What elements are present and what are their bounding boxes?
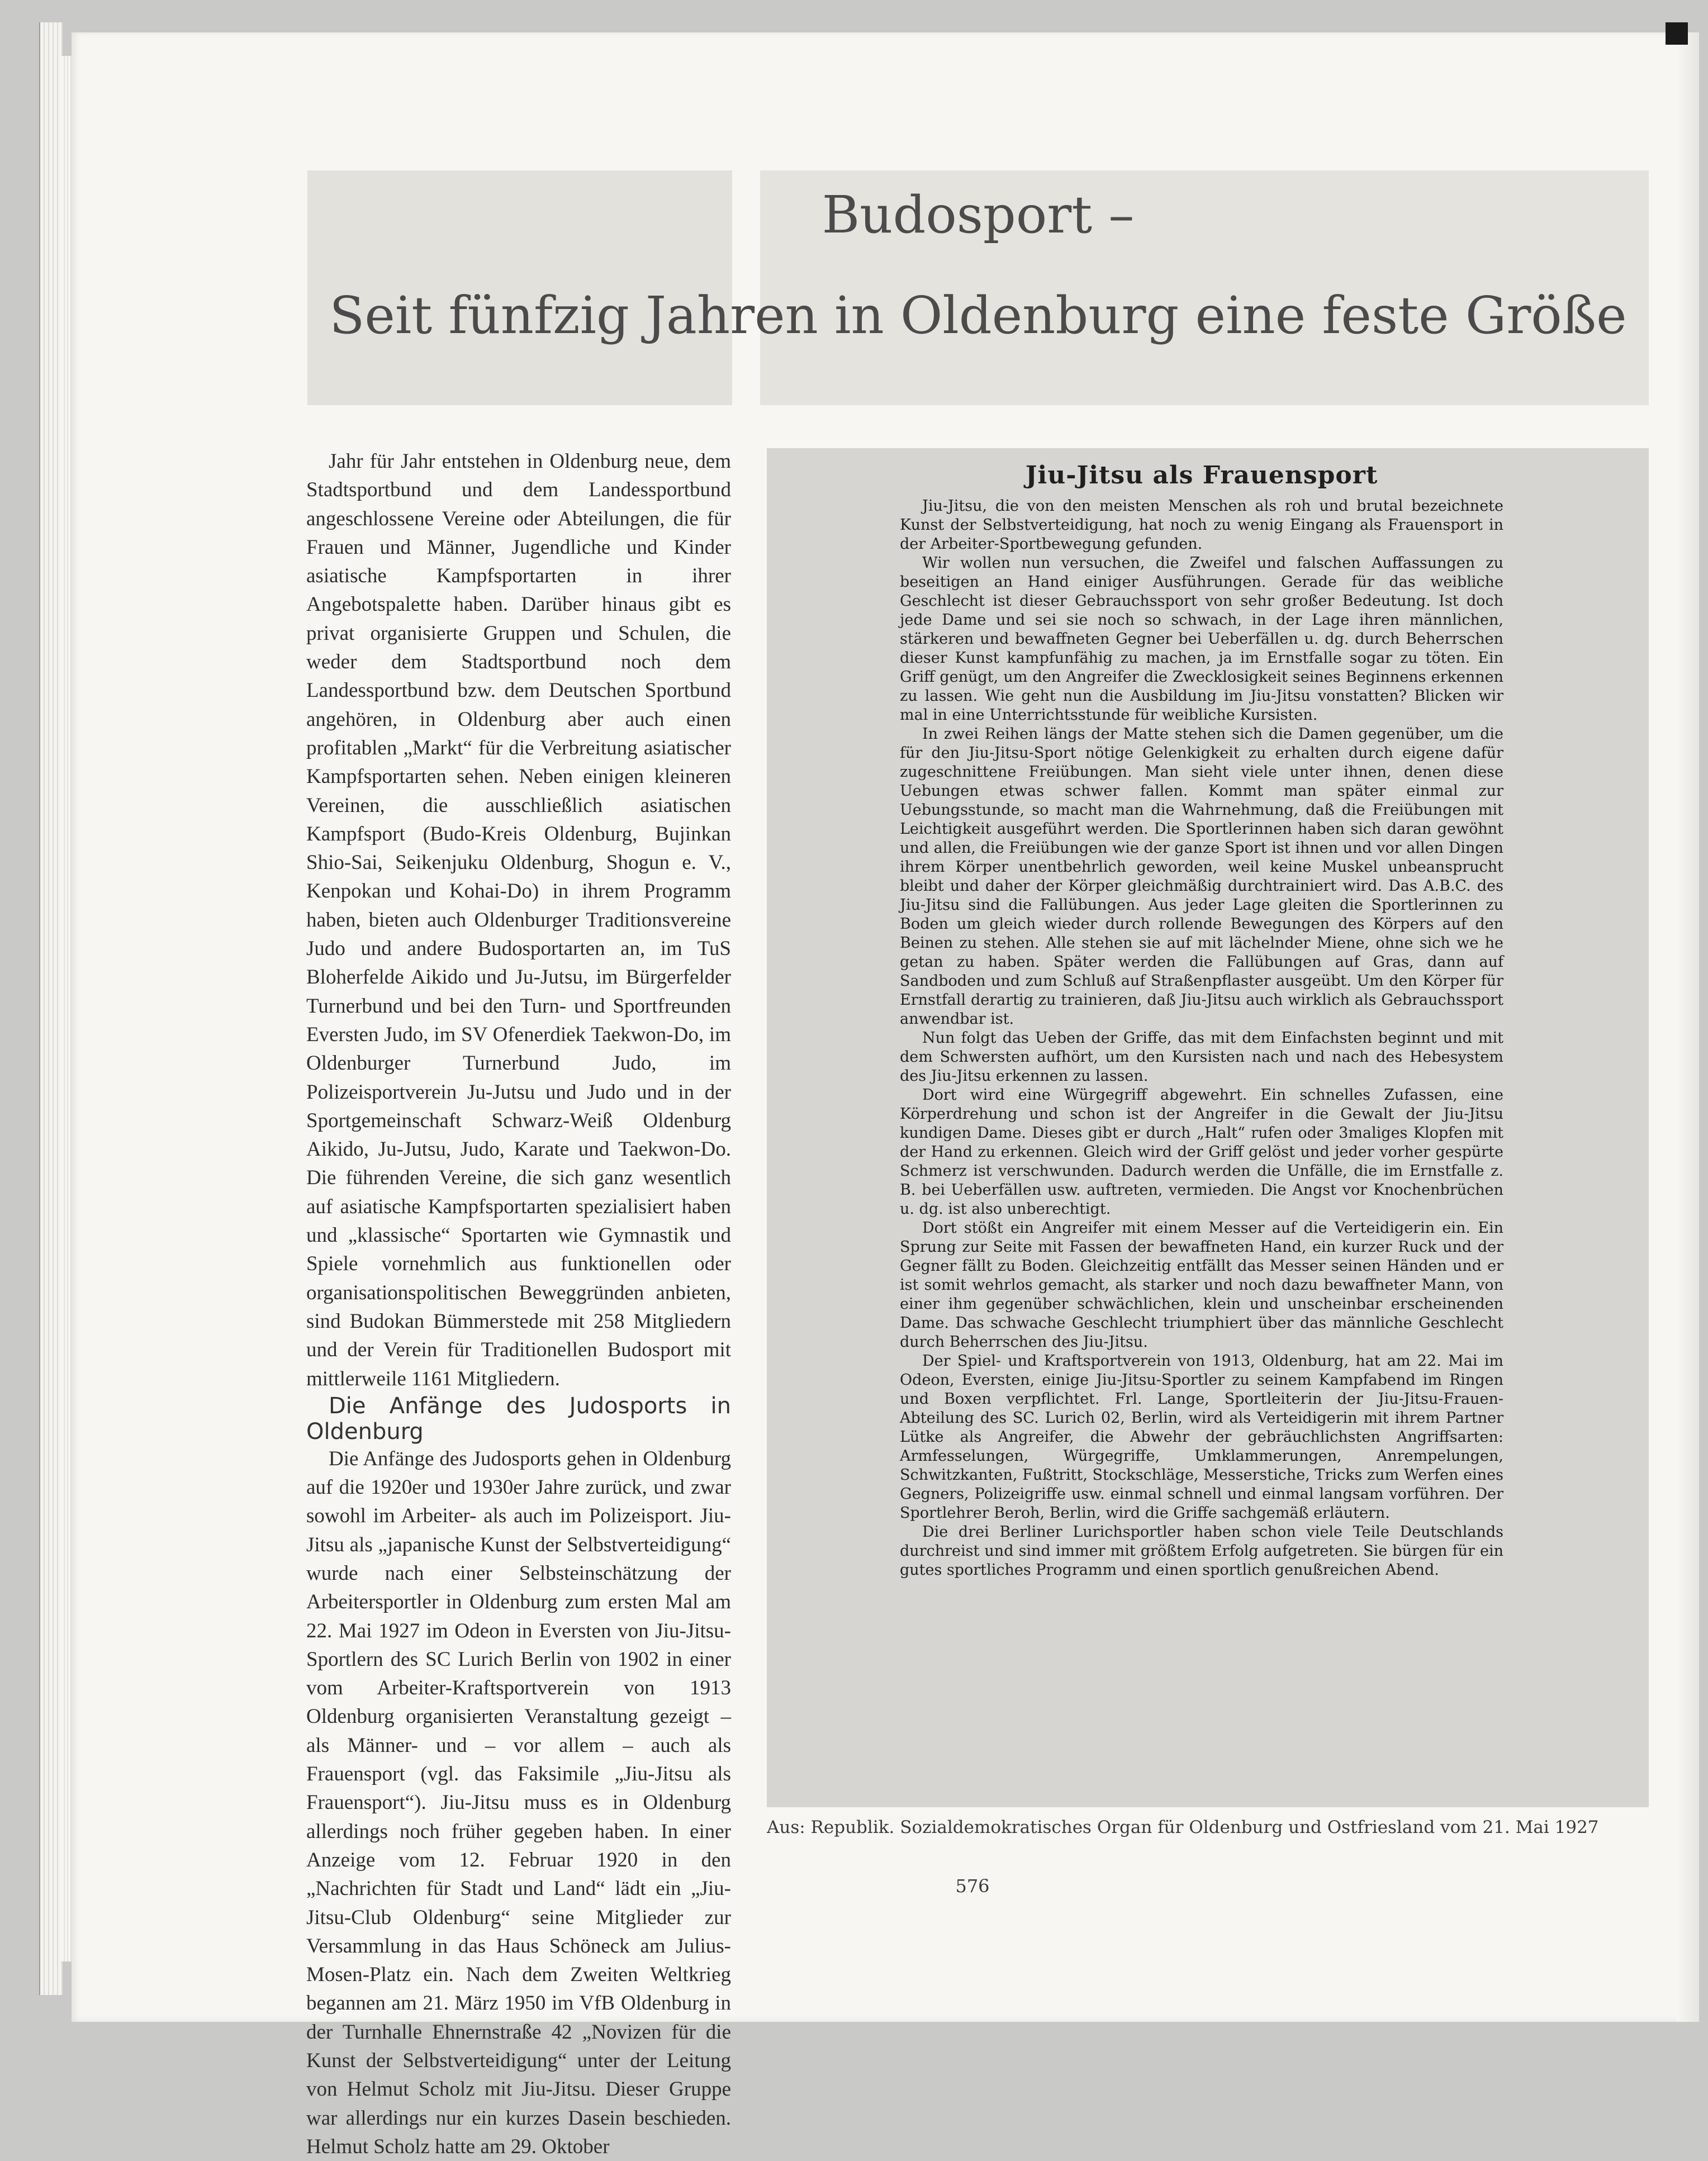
facsimile-caption: Aus: Republik. Sozialdemokratisches Organ für Oldenburg und Ostfriesland vom 21. Mai 1927 bbox=[767, 1817, 1599, 1837]
scan-corner-mark bbox=[1666, 22, 1688, 45]
book-page-edges-inner bbox=[61, 56, 73, 1961]
facsimile-paragraph: Jiu-Jitsu, die von den meisten Menschen als roh und brutal bezeichnete Kunst der Selbstverteidigung, hat noch zu wenig Eingang als Frauensport in der Arbeiter-Sportbewegung gefunden. bbox=[900, 497, 1503, 553]
heading-line-2: Seit fünfzig Jahren in Oldenburg eine feste Größe bbox=[329, 286, 1627, 345]
facsimile-paragraph: In zwei Reihen längs der Matte stehen sich die Damen gegenüber, um die für den Jiu-Jitsu-Sport nötige Gelenkigkeit zu erhalten durch eigene dafür zugeschnittene Freiübungen. Man sieht viele unter ihnen, denen diese Uebungen etwas schwer fallen. Kommt man später einmal zur Uebungsstunde, so macht man die Wahrnehmung, daß die Freiübungen mit Leichtigkeit ausgeführt werden. Die Sportlerinnen haben sich daran gewöhnt und allen, die Freiübungen wie der ganze Sport ist ihnen und vor allen Dingen ihrem Körper unentbehrlich geworden, weil keine Muskel unbeansprucht bleibt und daher der Körper gleichmäßig durchtrainiert wird. Das A.B.C. des Jiu-Jitsu sind die Fallübungen. Aus jeder Lage gleiten die Sportlerinnen zu Boden um gleich wieder durch rollende Bewegungen des Körpers auf den Beinen zu stehen. Alle stehen sie auf mit lächelnder Miene, ohne sich we he getan zu haben. Später werden die Fallübungen auf Gras, dann auf Sandboden und zum Schluß auf Straßenpflaster ausgeübt. Um den Körper für Ernstfall derartig zu trainieren, daß Jiu-Jitsu auch wirklich als Gebrauchssport anwendbar ist. bbox=[900, 725, 1503, 1028]
book-page-edges bbox=[39, 22, 63, 1995]
section-subheading: Die Anfänge des Judosports in Oldenburg bbox=[306, 1393, 731, 1445]
facsimile-text bbox=[900, 461, 1503, 1580]
facsimile-paragraph: Nun folgt das Ueben der Griffe, das mit dem Einfachsten beginnt und mit dem Schwersten aufhört, um den Kursisten nach und nach des Hebesystem des Jiu-Jitsu erkennen zu lassen. bbox=[900, 1029, 1503, 1085]
facsimile-paragraph: Der Spiel- und Kraftsportverein von 1913, Oldenburg, hat am 22. Mai im Odeon, Eversten, einige Jiu-Jitsu-Sportler zu seinem Kampfabend im Ringen und Boxen verpflichtet. Frl. Lange, Sportleiterin der Jiu-Jitsu-Frauen-Abteilung des SC. Lurich 02, Berlin, wird als Verteidigerin mit ihrem Partner Lütke als Angreifer, die Abwehr der gebräuchlichsten Angriffsarten: Armfesselungen, Würgegriffe, Umklammerungen, Anrempelungen, Schwitzkanten, Fußtritt, Stockschläge, Messerstiche, Tricks zum Werfen eines Gegners, Polizeigriffe usw. einmal schnell und einmal langsam vorführen. Der Sportlehrer Beroh, Berlin, wird die Griffe sachgemäß erläutern. bbox=[900, 1352, 1503, 1522]
page-fold-shadow bbox=[1677, 32, 1699, 2022]
page-number: 576 bbox=[955, 1875, 990, 1897]
facsimile-paragraph: Dort stößt ein Angreifer mit einem Messer auf die Verteidigerin ein. Ein Sprung zur Seite mit Fassen der bewaffneten Hand, ein kurzer Ruck und der Gegner fällt zu Boden. Gleichzeitig entfällt das Messer seinen Händen und er ist somit wehrlos gemacht, als starker und noch dazu bewaffneter Mann, von einer ihm gegenüber schwächlichen, klein und unscheinbar erscheinenden Dame. Das schwache Geschlecht triumphiert über das männliche Geschlecht durch Beherrschen des Jiu-Jitsu. bbox=[900, 1219, 1503, 1351]
chapter-heading bbox=[302, 179, 1654, 352]
facsimile-paragraph: Wir wollen nun versuchen, die Zweifel und falschen Auffassungen zu beseitigen an Hand einiger Ausführungen. Gerade für das weibliche Geschlecht ist dieser Gebrauchssport von sehr großer Bedeutung. Ist doch jede Dame und sei sie noch so schwach, in der Lage ihren männlichen, stärkeren und bewaffneten Gegner bei Ueberfällen u. dg. durch Beherrschen dieser Kunst kampfunfähig zu machen, ja im Ernstfalle sogar zu töten. Ein Griff genügt, um den Angreifer die Zwecklosigkeit seines Beginnens erkennen zu lassen. Wie geht nun die Ausbildung im Jiu-Jitsu vonstatten? Blicken wir mal in eine Unterrichtsstunde für weibliche Kursisten. bbox=[900, 554, 1503, 724]
body-paragraph: Jahr für Jahr entstehen in Oldenburg neue, dem Stadtsportbund und dem Landessportbund angeschlossene Vereine oder Abteilungen, die für Frauen und Männer, Jugendliche und Kinder asiatische Kampfsportarten in ihrer Angebotspalette haben. Darüber hinaus gibt es privat organisierte Gruppen und Schulen, die weder dem Stadtsportbund noch dem Landessportbund bzw. dem Deutschen Sportbund angehören, in Oldenburg aber auch einen profitablen „Markt“ für die Verbreitung asiatischer Kampfsportarten sehen. Neben einigen kleineren Vereinen, die ausschließlich asiatischen Kampfsport (Budo-Kreis Oldenburg, Bujinkan Shio-Sai, Seikenjuku Oldenburg, Shogun e. V., Kenpokan und Kohai-Do) in ihrem Programm haben, bieten auch Oldenburger Traditionsvereine Judo und andere Budosportarten an, im TuS Bloherfelde Aikido und Ju-Jutsu, im Bürgerfelder Turnerbund und bei den Turn- und Sportfreunden Eversten Judo, im SV Ofenerdiek Taekwon-Do, im Oldenburger Turnerbund Judo, im Polizeisportverein Ju-Jutsu und Judo und in der Sportgemeinschaft Schwarz-Weiß Oldenburg Aikido, Ju-Jutsu, Judo, Karate und Taekwon-Do. Die führenden Vereine, die sich ganz wesentlich auf asiatische Kampfsportarten spezialisiert haben und „klassische“ Sportarten wie Gymnastik und Spiele vornehmlich aus funktionellen oder organisationspolitischen Beweggründen anbieten, sind Budokan Bümmerstede mit 258 Mitgliedern und der Verein für Traditionellen Budosport mit mittlerweile 1161 Mitgliedern. bbox=[306, 450, 731, 1390]
body-paragraph: Die Anfänge des Judosports gehen in Oldenburg auf die 1920er und 1930er Jahre zurück, und zwar sowohl im Arbeiter- als auch im Polizeisport. Jiu-Jitsu als „japanische Kunst der Selbstverteidigung“ wurde nach einer Selbsteinschätzung der Arbeitersportler in Oldenburg zum ersten Mal am 22. Mai 1927 im Odeon in Eversten von Jiu-Jitsu-Sportlern des SC Lurich Berlin von 1902 in einer vom Arbeiter-Kraftsportverein von 1913 Oldenburg organisierten Veranstaltung gezeigt – als Männer- und – vor allem – auch als Frauensport (vgl. das Faksimile „Jiu-Jitsu als Frauensport“). Jiu-Jitsu muss es in Oldenburg allerdings noch früher gegeben haben. In einer Anzeige vom 12. Februar 1920 in den „Nachrichten für Stadt und Land“ lädt ein „Jiu-Jitsu-Club Oldenburg“ seine Mitglieder zur Versammlung in das Haus Schöneck am Julius-Mosen-Platz ein. Nach dem Zweiten Weltkrieg begannen am 21. März 1950 im VfB Oldenburg in der Turnhalle Ehnernstraße 42 „Novizen für die Kunst der Selbstverteidigung“ unter der Leitung von Helmut Scholz mit Jiu-Jitsu. Dieser Gruppe war allerdings nur ein kurzes Dasein beschieden. Helmut Scholz hatte am 29. Oktober bbox=[306, 1447, 731, 2158]
facsimile-paragraph: Dort wird eine Würgegriff abgewehrt. Ein schnelles Zufassen, eine Körperdrehung und schon ist der Angreifer in die Gewalt der Jiu-Jitsu kundigen Dame. Dieses gibt er durch „Halt“ rufen oder 3maliges Klopfen mit der Hand zu erkennen. Gleich wird der Griff gelöst und jeder vorher gespürte Schmerz ist verschwunden. Dadurch werden die Unfälle, die im Ernstfalle z. B. bei Ueberfällen usw. auftreten, vermieden. Die Angst vor Knochenbrüchen u. dg. ist also unberechtigt. bbox=[900, 1086, 1503, 1218]
body-text-column bbox=[306, 447, 731, 2161]
facsimile-title: Jiu-Jitsu als Frauensport bbox=[1025, 461, 1378, 490]
heading-line-1: Budosport – bbox=[822, 185, 1135, 245]
facsimile-paragraph: Die drei Berliner Lurichsportler haben schon viele Teile Deutschlands durchreist und sind immer mit größtem Erfolg aufgetreten. Sie bürgen für ein gutes sportliches Programm und einen sportlich genußreichen Abend. bbox=[900, 1523, 1503, 1579]
